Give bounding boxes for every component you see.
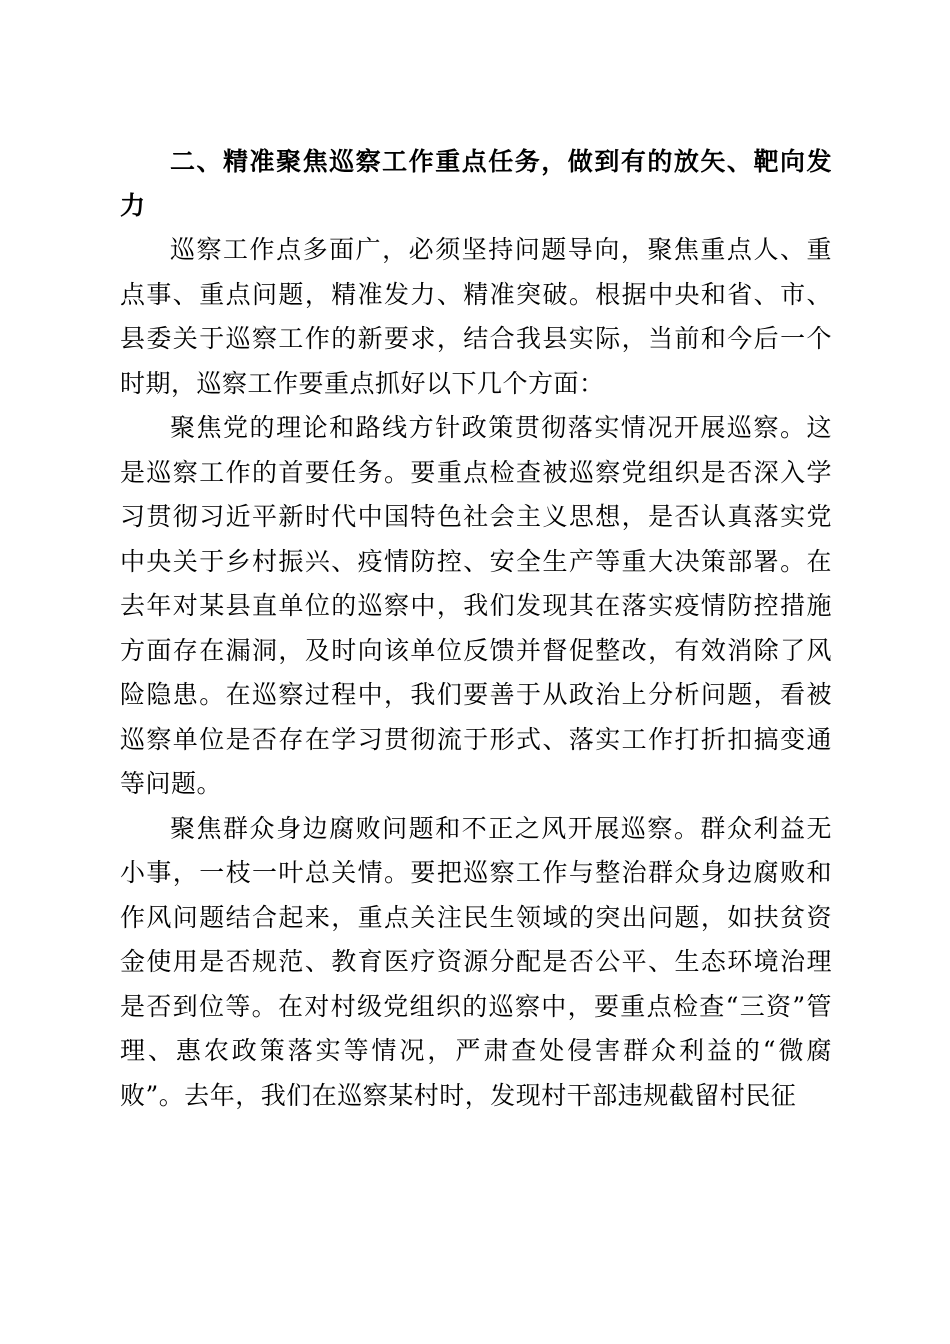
document-body — [120, 140, 832, 1118]
paragraph-grassroots-corruption: 聚焦群众身边腐败问题和不正之风开展巡察。群众利益无小事，一枝一叶总关情。要把巡察工作与整治群众身边腐败和作风问题结合起来，重点关注民生领域的突出问题，如扶贫资金使用是否规范、教育医疗资源分配是否公平、生态环境治理是否到位等。在对村级党组织的巡察中，要重点检查“三资”管理、惠农政策落实等情况，严肃查处侵害群众利益的“微腐败”。去年，我们在巡察某村时，发现村干部违规截留村民征 — [120, 813, 832, 1110]
paragraph-policy-inspection: 聚焦党的理论和路线方针政策贯彻落实情况开展巡察。这是巡察工作的首要任务。要重点检查被巡察党组织是否深入学习贯彻习近平新时代中国特色社会主义思想，是否认真落实党中央关于乡村振兴、疫情防控、安全生产等重大决策部署。在去年对某县直单位的巡察中，我们发现其在落实疫情防控措施方面存在漏洞，及时向该单位反馈并督促整改，有效消除了风险隐患。在巡察过程中，我们要善于从政治上分析问题，看被巡察单位是否存在学习贯彻流于形式、落实工作打折扣搞变通等问题。 — [120, 413, 832, 798]
paragraph-intro: 巡察工作点多面广，必须坚持问题导向，聚焦重点人、重点事、重点问题，精准发力、精准突破。根据中央和省、市、县委关于巡察工作的新要求，结合我县实际，当前和今后一个时期，巡察工作要重点抓好以下几个方面： — [120, 235, 832, 398]
section-heading: 二、精准聚焦巡察工作重点任务，做到有的放矢、靶向发力 — [120, 147, 832, 220]
